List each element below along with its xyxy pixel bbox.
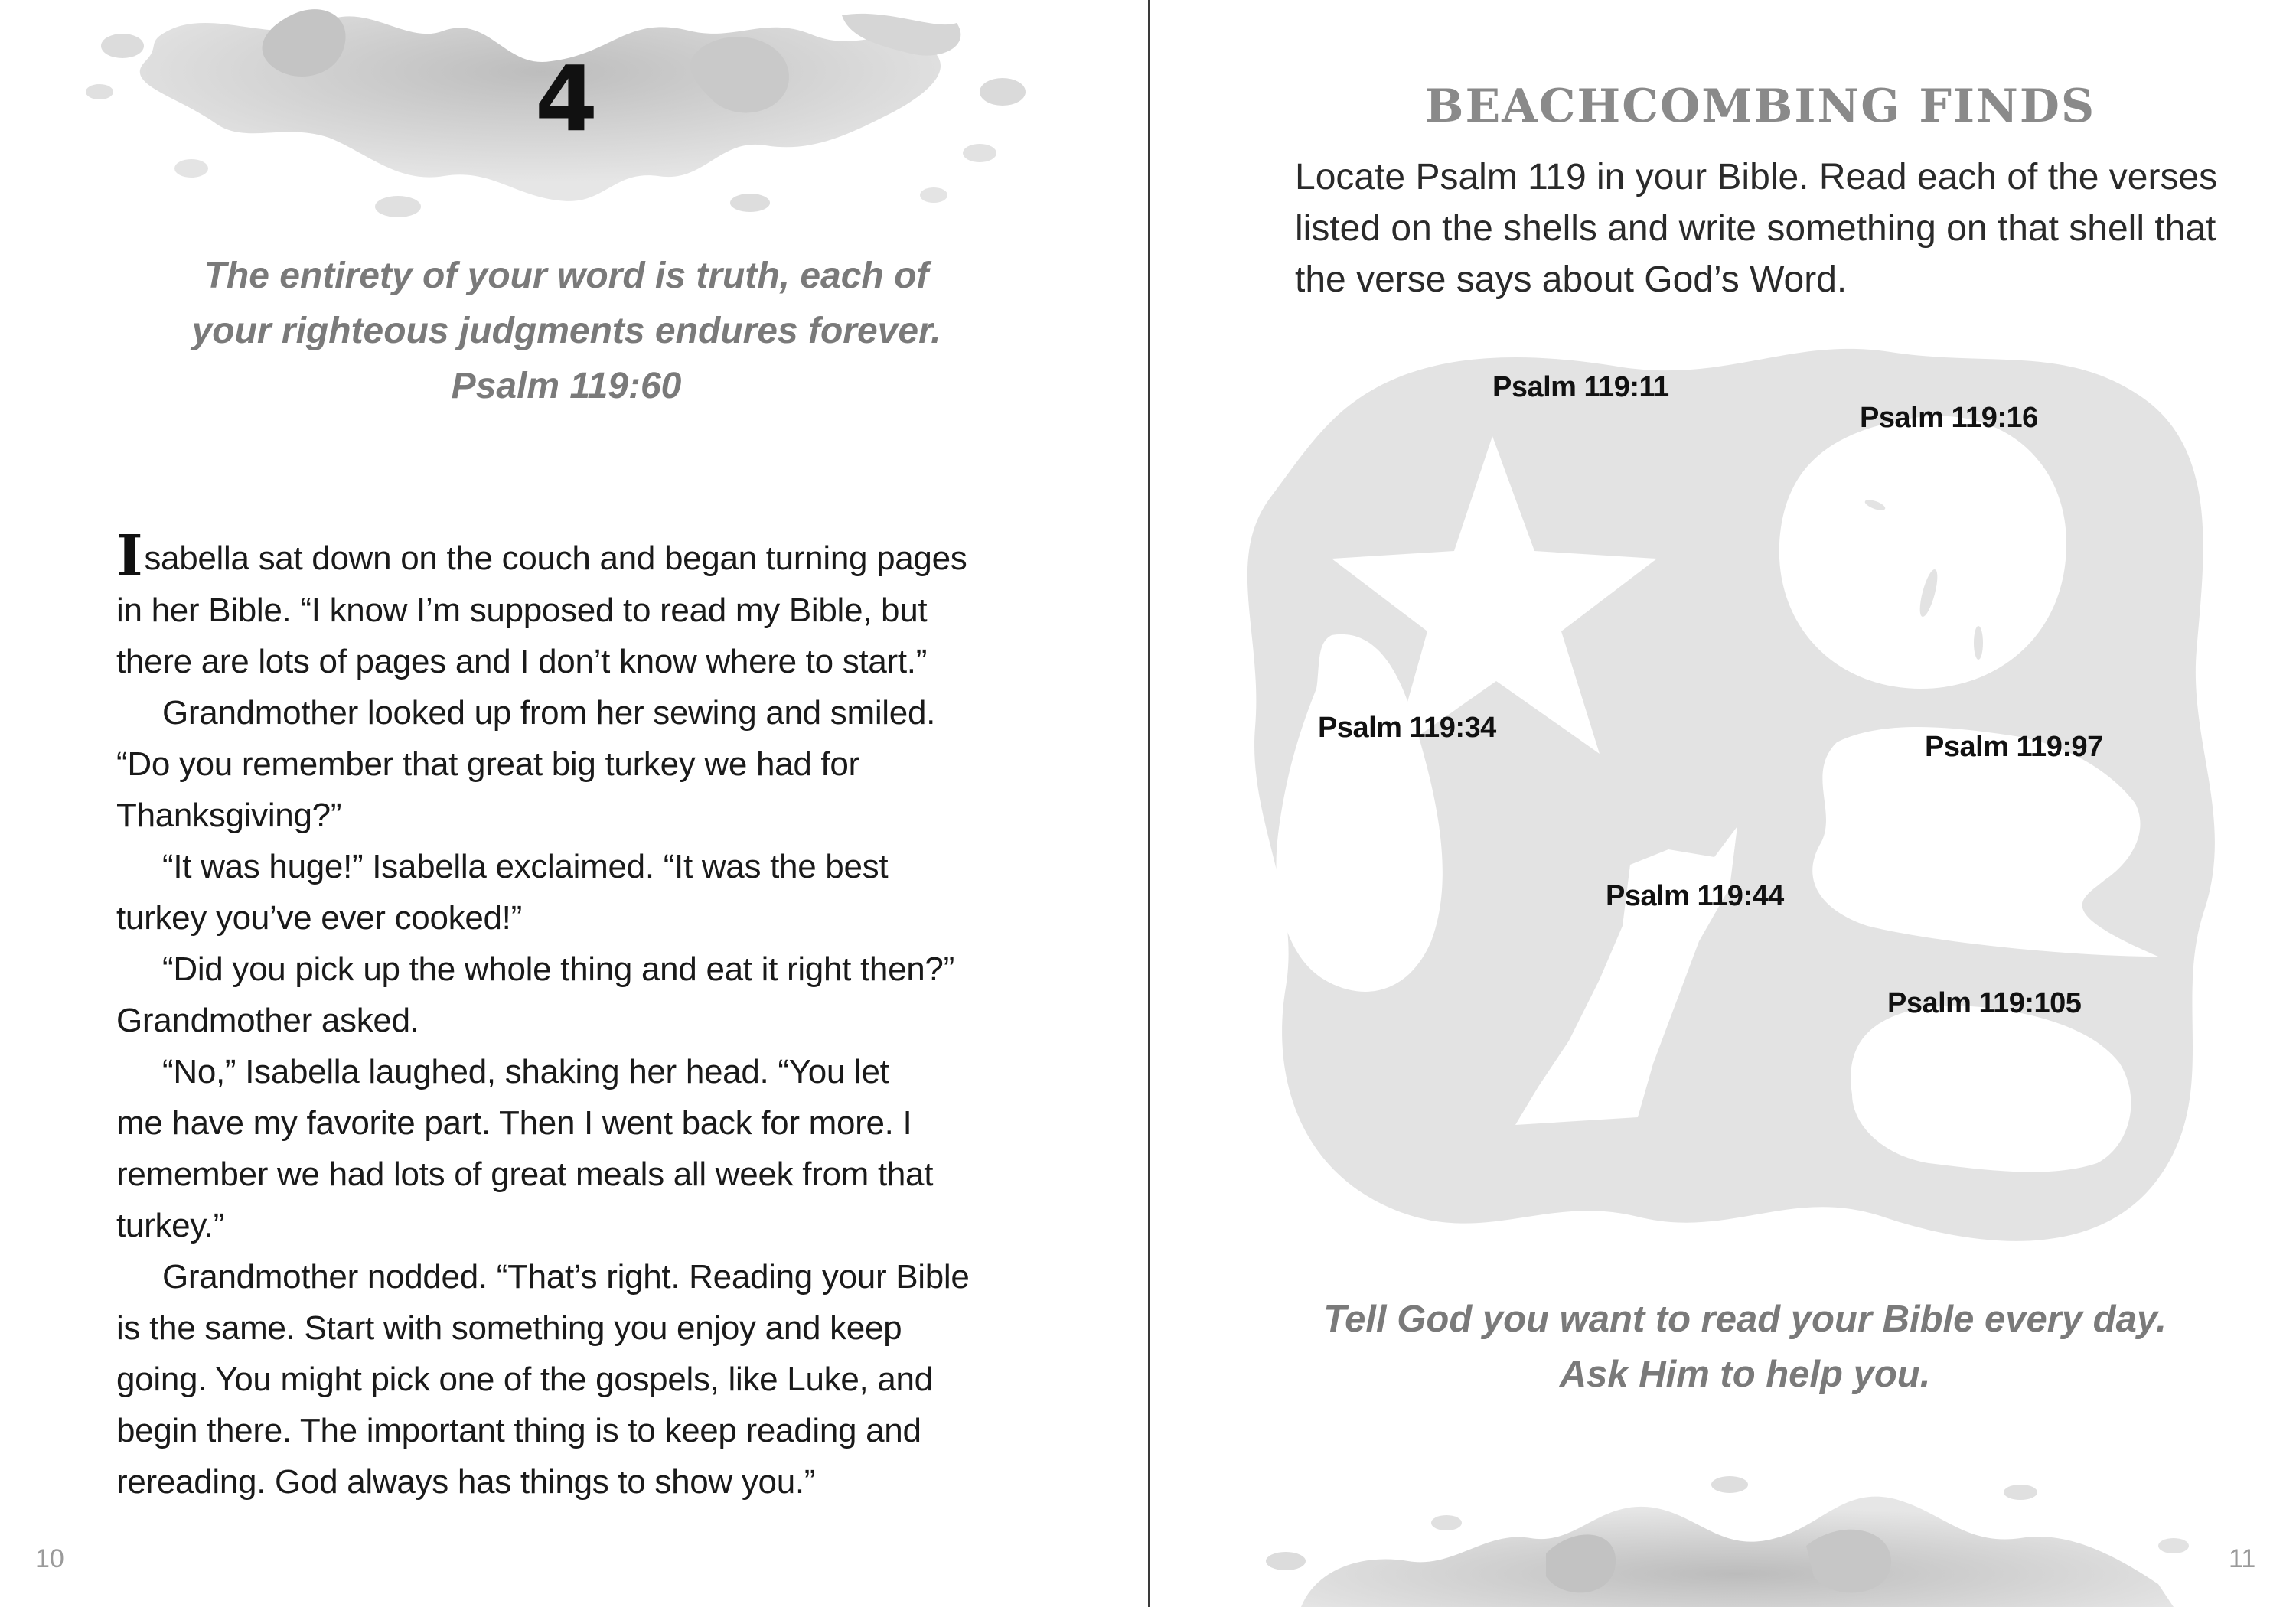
story-line: Grandmother looked up from her sewing and smiled.: [162, 694, 936, 732]
instruction-line: listed on the shells and write something on that shell that: [1295, 208, 2216, 249]
story-line: begin there. The important thing is to keep reading and: [116, 1412, 921, 1449]
story-text: [116, 523, 1042, 1508]
shell-label-psalm-119-11: Psalm 119:11: [1492, 371, 1669, 403]
story-line: “No,” Isabella laughed, shaking her head. “You let: [162, 1053, 889, 1090]
shell-activity-area: [1240, 329, 2235, 1278]
sand-dollar-icon: [1779, 416, 2066, 689]
story-line: Grandmother asked.: [116, 1002, 419, 1039]
shell-label-psalm-119-97: Psalm 119:97: [1925, 731, 2103, 763]
activity-instructions: [1295, 152, 2218, 305]
book-spine-divider: [1148, 0, 1150, 1607]
story-line: “It was huge!” Isabella exclaimed. “It was the best: [162, 848, 889, 885]
activity-title: BEACHCOMBING FINDS: [1424, 80, 2096, 133]
shell-label-psalm-119-44: Psalm 119:44: [1606, 880, 1784, 912]
story-line: there are lots of pages and I don’t know where to start.”: [116, 643, 928, 680]
story-line: me have my favorite part. Then I went back for more. I: [116, 1104, 912, 1142]
story-line: rereading. God always has things to show you.”: [116, 1463, 816, 1501]
story-line: Isabella sat down on the couch and began turning pages: [116, 523, 967, 589]
shell-label-psalm-119-16: Psalm 119:16: [1860, 402, 2038, 434]
verse-reference: Psalm 119:60: [451, 366, 682, 406]
story-line: turkey you’ve ever cooked!”: [116, 899, 522, 937]
story-line: is the same. Start with something you enjoy and keep: [116, 1309, 902, 1347]
story-line: in her Bible. “I know I’m supposed to read my Bible, but: [116, 592, 928, 629]
story-line: Thanksgiving?”: [116, 797, 342, 834]
water-splash-decoration: [1255, 1454, 2204, 1607]
story-line: Grandmother nodded. “That’s right. Reading your Bible: [162, 1258, 970, 1296]
story-line: “Did you pick up the whole thing and eat it right then?”: [162, 950, 954, 988]
prayer-line: Tell God you want to read your Bible every day.: [1323, 1299, 2167, 1340]
memory-verse: [138, 249, 995, 414]
verse-line: The entirety of your word is truth, each of: [204, 256, 929, 296]
story-line: turkey.”: [116, 1207, 225, 1244]
prayer-line: Ask Him to help you.: [1559, 1354, 1931, 1395]
verse-line: your righteous judgments endures forever.: [191, 311, 941, 351]
prayer-prompt: [1263, 1292, 2227, 1402]
chapter-number: 4: [534, 46, 598, 152]
shell-label-psalm-119-105: Psalm 119:105: [1887, 987, 2082, 1019]
page-number: 11: [2229, 1544, 2256, 1573]
instruction-line: the verse says about God’s Word.: [1295, 259, 1848, 300]
story-line: “Do you remember that great big turkey we had for: [116, 745, 859, 783]
story-line: remember we had lots of great meals all week from that: [116, 1156, 934, 1193]
instruction-line: Locate Psalm 119 in your Bible. Read each of the verses: [1295, 157, 2218, 197]
shell-label-psalm-119-34: Psalm 119:34: [1318, 712, 1496, 744]
page-number: 10: [35, 1544, 64, 1573]
drop-cap: I: [116, 523, 143, 589]
story-line: going. You might pick one of the gospels, like Luke, and: [116, 1361, 933, 1398]
